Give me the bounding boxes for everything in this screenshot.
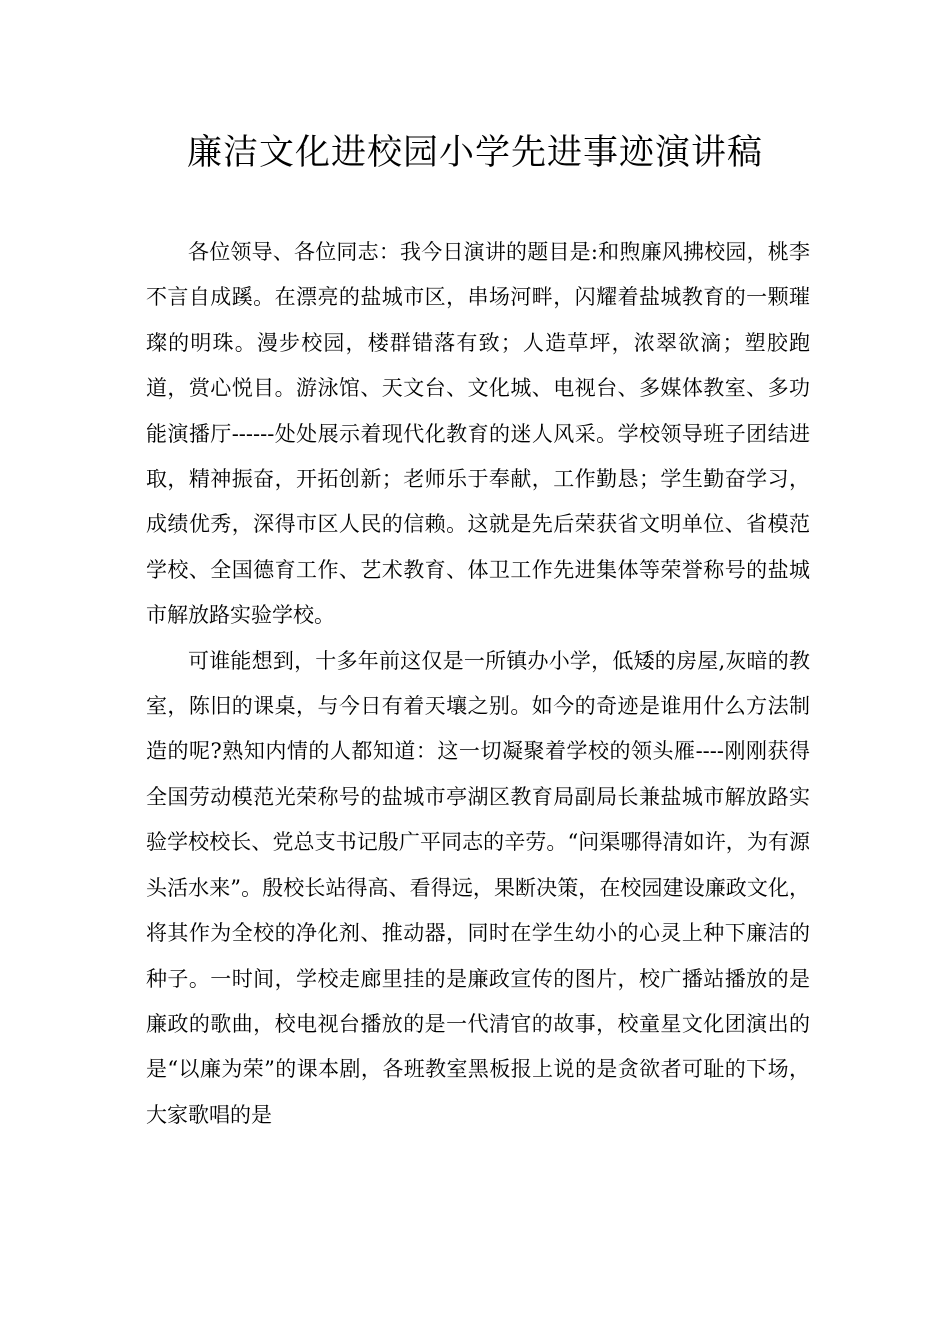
- paragraph-2: 可谁能想到，十多年前这仅是一所镇办小学，低矮的房屋,灰暗的教室，陈旧的课桌，与今日有着天壤之别。如今的奇迹是谁用什么方法制造的呢?熟知内情的人都知道：这一切凝聚着学校的领头雁----刚刚获得全国劳动模范光荣称号的盐城市亭湖区教育局副局长兼盐城市解放路实验学校校长、党总支书记殷广平同志的辛劳。“问渠哪得清如许，为有源头活水来”。殷校长站得高、看得远，果断决策，在校园建设廉政文化，将其作为全校的净化剂、推动器，同时在学生幼小的心灵上种下廉洁的种子。一时间，学校走廊里挂的是廉政宣传的图片，校广播站播放的是廉政的歌曲，校电视台播放的是一代清官的故事，校童星文化团演出的是“以廉为荣”的课本剧，各班教室黑板报上说的是贪欲者可耻的下场，大家歌唱的是: [146, 648, 810, 1127]
- document-title: 廉洁文化进校园小学先进事迹演讲稿: [186, 133, 763, 173]
- document-body: [146, 230, 810, 1138]
- paragraph-1: 各位领导、各位同志：我今日演讲的题目是:和煦廉风拂校园，桃李不言自成蹊。在漂亮的盐城市区，串场河畔，闪耀着盐城教育的一颗璀璨的明珠。漫步校园，楼群错落有致；人造草坪，浓翠欲滴；塑胶跑道，赏心悦目。游泳馆、天文台、文化城、电视台、多媒体教室、多功能演播厅------处处展示着现代化教育的迷人风采。学校领导班子团结进取，精神振奋，开拓创新；老师乐于奉献，工作勤恳；学生勤奋学习，成绩优秀，深得市区人民的信赖。这就是先后荣获省文明单位、省模范学校、全国德育工作、艺术教育、体卫工作先进集体等荣誉称号的盐城市解放路实验学校。: [146, 240, 810, 628]
